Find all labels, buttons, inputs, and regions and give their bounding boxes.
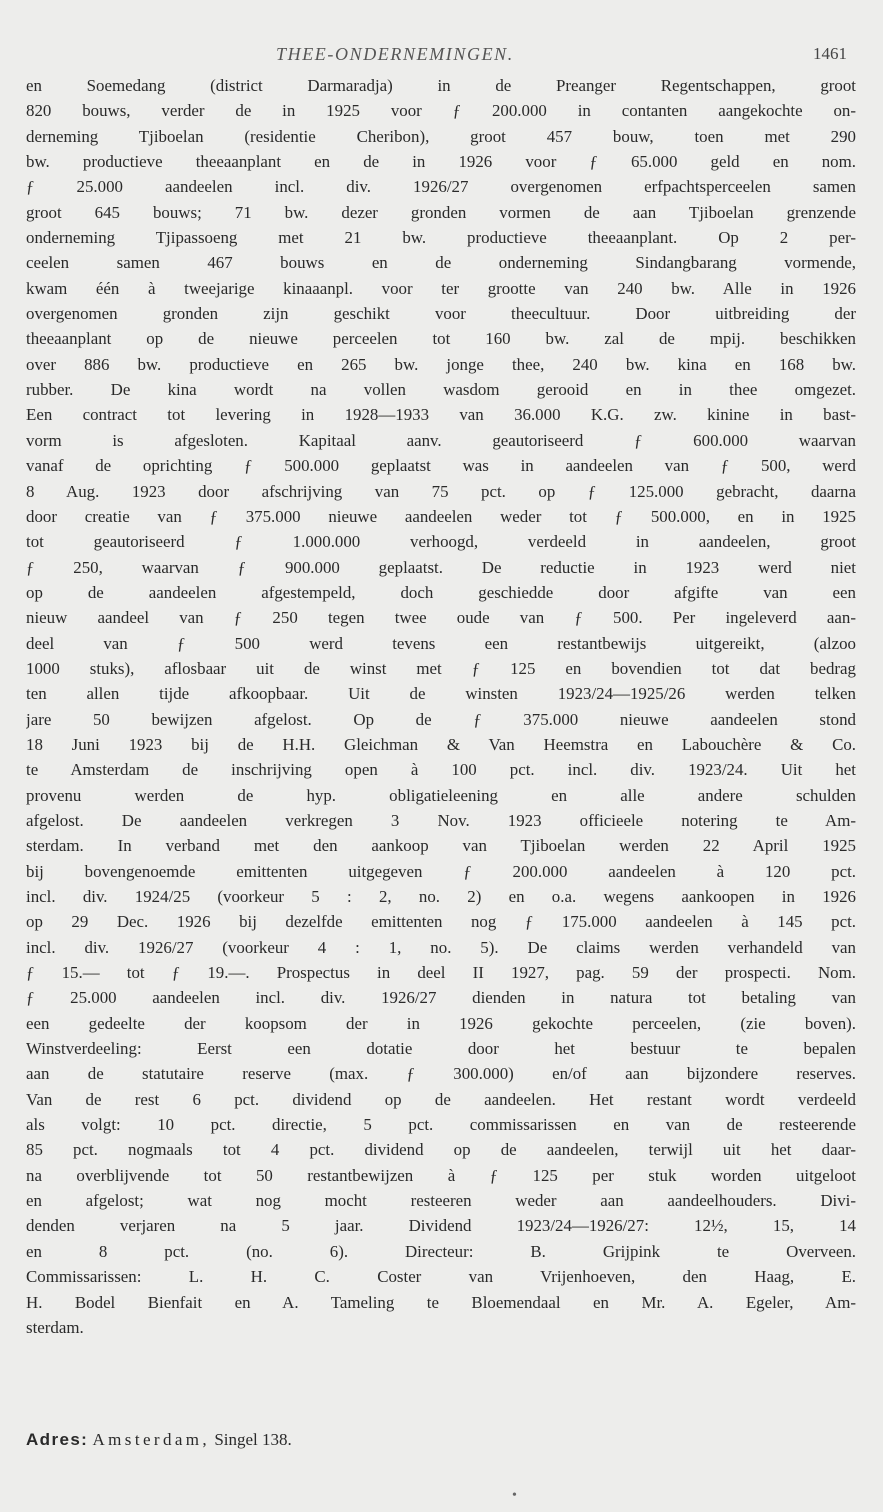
- text-line: bij bovengenoemde emittenten uitgegeven ƒ 200.000 aandeelen à 120 pct.: [26, 861, 856, 881]
- text-line: een gedeelte der koopsom der in 1926 gekochte perceelen, (zie boven).: [26, 1013, 856, 1033]
- text-line: vorm is afgesloten. Kapitaal aanv. geautoriseerd ƒ 600.000 waarvan: [26, 430, 856, 450]
- text-line: en afgelost; wat nog mocht resteeren weder aan aandeelhouders. Divi-: [26, 1191, 856, 1211]
- text-line: 1000 stuks), aflosbaar uit de winst met ƒ 125 en bovendien tot dat bedrag: [26, 658, 856, 678]
- text-line: kwam één à tweejarige kinaaanpl. voor ter grootte van 240 bw. Alle in 1926: [26, 278, 856, 298]
- text-line: ceelen samen 467 bouws en de onderneming Sindangbarang vormende,: [26, 253, 856, 273]
- text-line: bw. productieve theeaanplant en de in 1926 voor ƒ 65.000 geld en nom.: [26, 152, 856, 172]
- page-mark: •: [512, 1488, 517, 1503]
- text-line: ten allen tijde afkoopbaar. Uit de winsten 1923/24—1925/26 werden telken: [26, 684, 856, 704]
- text-line: sterdam. In verband met den aankoop van Tjiboelan werden 22 April 1925: [26, 836, 856, 856]
- text-line: incl. div. 1926/27 (voorkeur 4 : 1, no. 5). De claims werden verhandeld van: [26, 937, 856, 957]
- text-line: na overblijvende tot 50 restantbewijzen à ƒ 125 per stuk worden uitgeloot: [26, 1165, 856, 1185]
- text-line: provenu werden de hyp. obligatieleening en alle andere schulden: [26, 785, 856, 805]
- text-line: door creatie van ƒ 375.000 nieuwe aandeelen weder tot ƒ 500.000, en in 1925: [26, 506, 856, 526]
- text-line: 18 Juni 1923 bij de H.H. Gleichman & Van Heemstra en Labouchère & Co.: [26, 734, 856, 754]
- text-line: over 886 bw. productieve en 265 bw. jonge thee, 240 bw. kina en 168 bw.: [26, 354, 856, 374]
- text-line: op de aandeelen afgestempeld, doch geschiedde door afgifte van een: [26, 582, 856, 602]
- text-line: aan de statutaire reserve (max. ƒ 300.000) en/of aan bijzondere reserves.: [26, 1064, 856, 1084]
- text-line: 8 Aug. 1923 door afschrijving van 75 pct. op ƒ 125.000 gebracht, daarna: [26, 481, 856, 501]
- text-line: theeaanplant op de nieuwe perceelen tot 160 bw. zal de mpij. beschikken: [26, 329, 856, 349]
- text-line: onderneming Tjipassoeng met 21 bw. productieve theeaanplant. Op 2 per-: [26, 228, 856, 248]
- text-line: ƒ 25.000 aandeelen incl. div. 1926/27 overgenomen erfpachtsperceelen samen: [26, 177, 856, 197]
- text-line: Commissarissen: L. H. C. Coster van Vrijenhoeven, den Haag, E.: [26, 1267, 856, 1287]
- text-line: Een contract tot levering in 1928—1933 van 36.000 K.G. zw. kinine in bast-: [26, 405, 856, 425]
- text-line: ƒ 25.000 aandeelen incl. div. 1926/27 dienden in natura tot betaling van: [26, 988, 856, 1008]
- page-number: 1461: [813, 44, 847, 63]
- text-line: te Amsterdam de inschrijving open à 100 pct. incl. div. 1923/24. Uit het: [26, 760, 856, 780]
- address-line: [26, 1430, 292, 1450]
- text-line: en Soemedang (district Darmaradja) in de Preanger Regentschappen, groot: [26, 76, 856, 95]
- text-line: overgenomen gronden zijn geschikt voor theecultuur. Door uitbreiding der: [26, 304, 856, 324]
- text-line: nieuw aandeel van ƒ 250 tegen twee oude van ƒ 500. Per ingeleverd aan-: [26, 608, 856, 628]
- text-line: incl. div. 1924/25 (voorkeur 5 : 2, no. 2) en o.a. wegens aankoopen in 1926: [26, 887, 856, 906]
- text-line: ƒ 15.— tot ƒ 19.—. Prospectus in deel II 1927, pag. 59 der prospecti. Nom.: [26, 963, 856, 983]
- text-line: en 8 pct. (no. 6). Directeur: B. Grijpink te Overveen.: [26, 1241, 856, 1261]
- text-line: jare 50 bewijzen afgelost. Op de ƒ 375.000 nieuwe aandeelen stond: [26, 709, 856, 729]
- text-line: als volgt: 10 pct. directie, 5 pct. commissarissen en van de resteerende: [26, 1115, 856, 1135]
- text-line: Van de rest 6 pct. dividend op de aandeelen. Het restant wordt verdeeld: [26, 1089, 856, 1109]
- text-line: denden verjaren na 5 jaar. Dividend 1923/24—1926/27: 12½, 15, 14: [26, 1216, 856, 1236]
- text-line: vanaf de oprichting ƒ 500.000 geplaatst was in aandeelen van ƒ 500, werd: [26, 456, 856, 476]
- text-line: deel van ƒ 500 werd tevens een restantbewijs uitgereikt, (alzoo: [26, 633, 856, 653]
- text-line: 820 bouws, verder de in 1925 voor ƒ 200.000 in contanten aangekochte on-: [26, 101, 856, 121]
- running-title: THEE-ONDERNEMINGEN.: [276, 44, 514, 64]
- text-line: afgelost. De aandeelen verkregen 3 Nov. 1923 officieele notering te Am-: [26, 810, 856, 830]
- text-line: 85 pct. nogmaals tot 4 pct. dividend op de aandeelen, terwijl uit het daar-: [26, 1140, 856, 1160]
- address-street: Singel 138.: [214, 1430, 292, 1449]
- text-line: op 29 Dec. 1926 bij dezelfde emittenten nog ƒ 175.000 aandeelen à 145 pct.: [26, 912, 856, 932]
- address-city: Amsterdam,: [92, 1430, 211, 1449]
- text-line: Winstverdeeling: Eerst een dotatie door het bestuur te bepalen: [26, 1039, 856, 1059]
- text-line: sterdam.: [26, 1317, 84, 1337]
- text-line: rubber. De kina wordt na vollen wasdom gerooid en in thee omgezet.: [26, 380, 856, 400]
- text-line: tot geautoriseerd ƒ 1.000.000 verhoogd, verdeeld in aandeelen, groot: [26, 532, 856, 552]
- text-line: H. Bodel Bienfait en A. Tameling te Bloemendaal en Mr. A. Egeler, Am-: [26, 1292, 856, 1312]
- address-label: Adres:: [26, 1430, 89, 1449]
- text-line: groot 645 bouws; 71 bw. dezer gronden vormen de aan Tjiboelan grenzende: [26, 202, 856, 222]
- text-line: derneming Tjiboelan (residentie Cheribon), groot 457 bouw, toen met 290: [26, 126, 856, 146]
- text-line: ƒ 250, waarvan ƒ 900.000 geplaatst. De reductie in 1923 werd niet: [26, 557, 856, 577]
- body-text: [26, 73, 856, 1340]
- page-header: [0, 44, 883, 74]
